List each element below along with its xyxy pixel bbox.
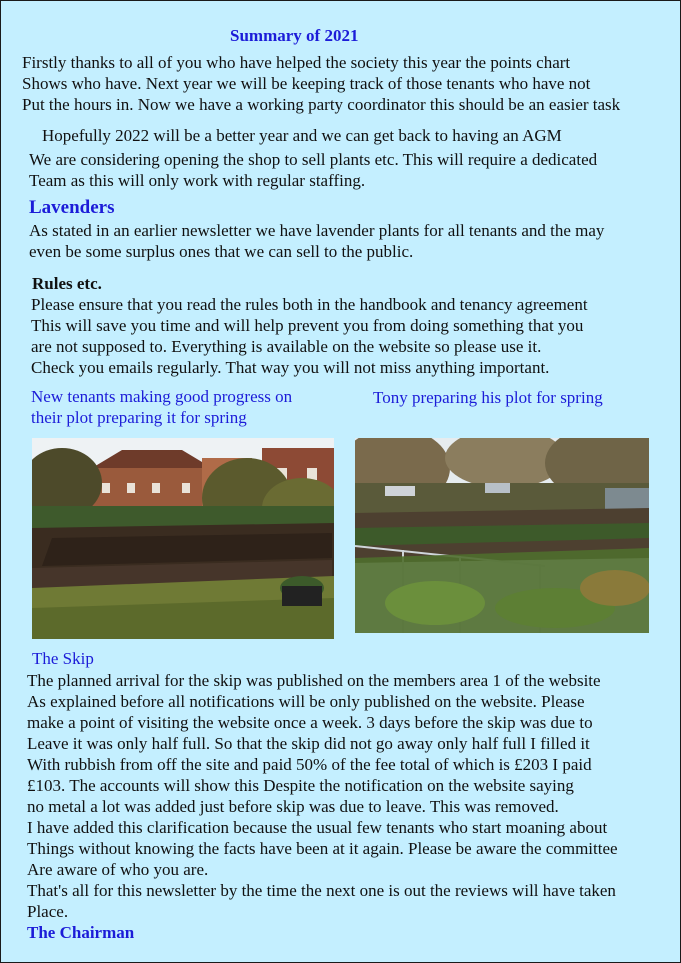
left-photo-caption: New tenants making good progress on <box>31 387 293 406</box>
skip-line: As explained before all notifications will be only published on the website. Please <box>27 692 585 711</box>
skip-line: The planned arrival for the skip was published on the members area 1 of the website <box>27 671 601 690</box>
left-photo-caption: their plot preparing it for spring <box>31 408 247 427</box>
skip-line: no metal a lot was added just before skip was due to leave. This was removed. <box>27 797 559 816</box>
skip-line: That's all for this newsletter by the time the next one is out the reviews will have taken <box>27 881 616 900</box>
tony-plot-photo <box>355 438 649 633</box>
page-title: Summary of 2021 <box>230 26 359 45</box>
skip-line: Leave it was only half full. So that the skip did not go away only half full I filled it <box>27 734 590 753</box>
signature: The Chairman <box>27 923 135 942</box>
skip-line: Things without knowing the facts have been at it again. Please be aware the committee <box>27 839 618 858</box>
hope-line: Hopefully 2022 will be a better year and we can get back to having an AGM <box>42 126 562 145</box>
new-tenants-plot-photo <box>32 438 334 639</box>
intro-line: Firstly thanks to all of you who have helped the society this year the points chart <box>22 53 571 72</box>
rules-line: Check you emails regularly. That way you will not miss anything important. <box>31 358 550 377</box>
skip-line: £103. The accounts will show this Despite the notification on the website saying <box>27 776 574 795</box>
skip-line: Are aware of who you are. <box>27 860 209 879</box>
lavenders-line: even be some surplus ones that we can sell to the public. <box>29 242 414 261</box>
shop-line: Team as this will only work with regular staffing. <box>29 171 366 190</box>
lavenders-line: As stated in an earlier newsletter we have lavender plants for all tenants and the may <box>29 221 605 240</box>
rules-line: This will save you time and will help prevent you from doing something that you <box>31 316 584 335</box>
rules-line: Please ensure that you read the rules both in the handbook and tenancy agreement <box>31 295 588 314</box>
skip-heading: The Skip <box>32 649 94 668</box>
right-photo-caption: Tony preparing his plot for spring <box>373 388 603 407</box>
lavenders-heading: Lavenders <box>29 197 115 218</box>
skip-line: Place. <box>27 902 69 921</box>
shop-line: We are considering opening the shop to sell plants etc. This will require a dedicated <box>29 150 598 169</box>
skip-line: With rubbish from off the site and paid 50% of the fee total of which is £203 I paid <box>27 755 592 774</box>
intro-line: Shows who have. Next year we will be keeping track of those tenants who have not <box>22 74 591 93</box>
rules-line: are not supposed to. Everything is available on the website so please use it. <box>31 337 542 356</box>
skip-line: make a point of visiting the website once a week. 3 days before the skip was due to <box>27 713 593 732</box>
intro-line: Put the hours in. Now we have a working party coordinator this should be an easier task <box>22 95 621 114</box>
rules-heading: Rules etc. <box>32 274 102 293</box>
skip-line: I have added this clarification because the usual few tenants who start moaning about <box>27 818 608 837</box>
